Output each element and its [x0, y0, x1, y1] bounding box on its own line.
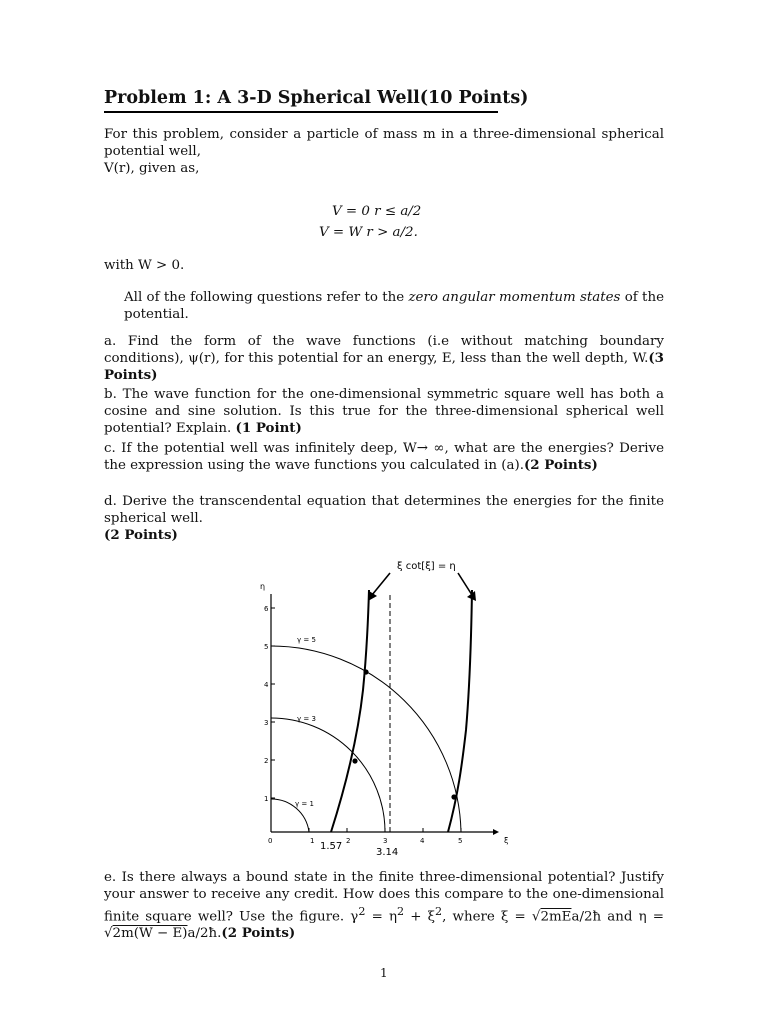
question-e-text-6: a/2ħ.	[187, 926, 222, 942]
question-e-text-3: + ξ	[404, 909, 435, 925]
question-d	[104, 493, 664, 544]
sqrt-2m-W-E: 2m(W − E)	[112, 926, 188, 942]
question-d-points: (2 Points)	[104, 527, 178, 543]
intro-line-1: For this problem, consider a particle of mass m in a three-dimensional spherical potential well,	[104, 127, 664, 159]
y-tick-1: 1	[264, 795, 269, 803]
equation-inside: V = 0 r ≤ a/2	[332, 204, 422, 219]
gamma-5-label: γ = 5	[297, 636, 316, 644]
y-axis-label: η	[260, 582, 266, 591]
x-axis-label: ξ	[504, 836, 509, 845]
x-tick-2: 2	[346, 837, 351, 845]
question-b-points: (1 Point)	[235, 420, 302, 436]
marker-1-57: 1.57	[320, 841, 343, 852]
transcendental-branch-2	[448, 590, 472, 832]
y-tick-4: 4	[264, 681, 269, 689]
left-arrow-shaft	[372, 573, 390, 595]
equation-outside: V = W r > a/2.	[319, 225, 418, 240]
page-number: 1	[380, 966, 388, 980]
question-e: e. Is there always a bound state in the finite three-dimensional potential? Justify your answer to receive any credit. How does this compare to the one-dimensional finite square well? Use the figure. $\gamma^2 = \eta^2 + \xi^2$, where ξ = √2mEa/2ħ and η = √2m(W − E)a/2ħ.(2 Points)	[104, 870, 664, 942]
x-axis-arrowhead	[493, 829, 499, 835]
note-italic: zero angular momentum states	[408, 290, 621, 305]
question-a-points: (3 Points)	[104, 350, 664, 383]
question-c	[104, 440, 664, 474]
question-e-points: (2 Points)	[221, 925, 296, 942]
y-tick-6: 6	[264, 605, 269, 613]
intersection-gamma-5-branch-1	[363, 669, 368, 674]
question-e-text-1: e. Is there always a bound state in the finite three-dimensional potential? Justify your answer to receive any credit. How does this compare to the one-dimensional finite square well? Use the figure. γ	[104, 870, 664, 925]
y-tick-2: 2	[264, 757, 269, 765]
y-tick-5: 5	[264, 643, 269, 651]
question-e-text-5: a/2ħ and η =	[571, 909, 664, 925]
question-d-text: d. Derive the transcendental equation that determines the energies for the finite spherical well.	[104, 494, 664, 526]
gamma-3-label: γ = 3	[297, 715, 316, 723]
question-c-points: (2 Points)	[523, 457, 598, 473]
y-ticks	[271, 608, 275, 798]
x-tick-0: 0	[268, 837, 273, 845]
gamma-3-circle	[271, 718, 385, 832]
question-e-text-2: = η	[365, 909, 397, 925]
intersection-gamma-5-branch-2	[451, 794, 456, 799]
intro-line-2: V(r), given as,	[104, 161, 200, 176]
gamma-1-label: γ = 1	[295, 800, 314, 808]
x-tick-3: 3	[383, 837, 388, 845]
problem-title: Problem 1: A 3-D Spherical Well(10 Points)	[104, 88, 498, 113]
intro-paragraph	[104, 126, 664, 177]
right-arrow-shaft	[458, 573, 472, 595]
question-c-text: c. If the potential well was infinitely deep, W→ ∞, what are the energies? Derive the expression using the wave functions you calculated in (a).	[104, 441, 664, 473]
intersection-gamma-3-branch-1	[352, 758, 357, 763]
question-e-text-4: , where ξ =	[442, 909, 532, 925]
note-post: of the potential.	[124, 290, 664, 322]
question-b	[104, 386, 664, 437]
note-pre: All of the following questions refer to the	[124, 290, 409, 305]
question-a	[104, 333, 664, 384]
marker-3-14: 3.14	[376, 847, 399, 858]
transcendental-branch-1	[331, 590, 369, 832]
zero-angular-note	[124, 289, 664, 323]
question-b-text: b. The wave function for the one-dimensional symmetric square well has both a cosine and sine solution. Is this true for the three-dimensional spherical well potential? Explain.	[104, 387, 664, 436]
y-tick-3: 3	[264, 719, 269, 727]
spherical-well-figure	[250, 555, 510, 860]
x-tick-5: 5	[458, 837, 463, 845]
x-tick-1: 1	[310, 837, 315, 845]
with-condition: with W > 0.	[104, 258, 185, 273]
figure-curve-label: ξ cot[ξ] = η	[397, 561, 456, 572]
x-tick-4: 4	[420, 837, 425, 845]
sqrt-2mE: 2mE	[540, 909, 572, 925]
question-a-text: a. Find the form of the wave functions (i.e without matching boundary conditions), ψ(r), for this potential for an energy, E, less than the well depth, W.	[104, 334, 664, 366]
